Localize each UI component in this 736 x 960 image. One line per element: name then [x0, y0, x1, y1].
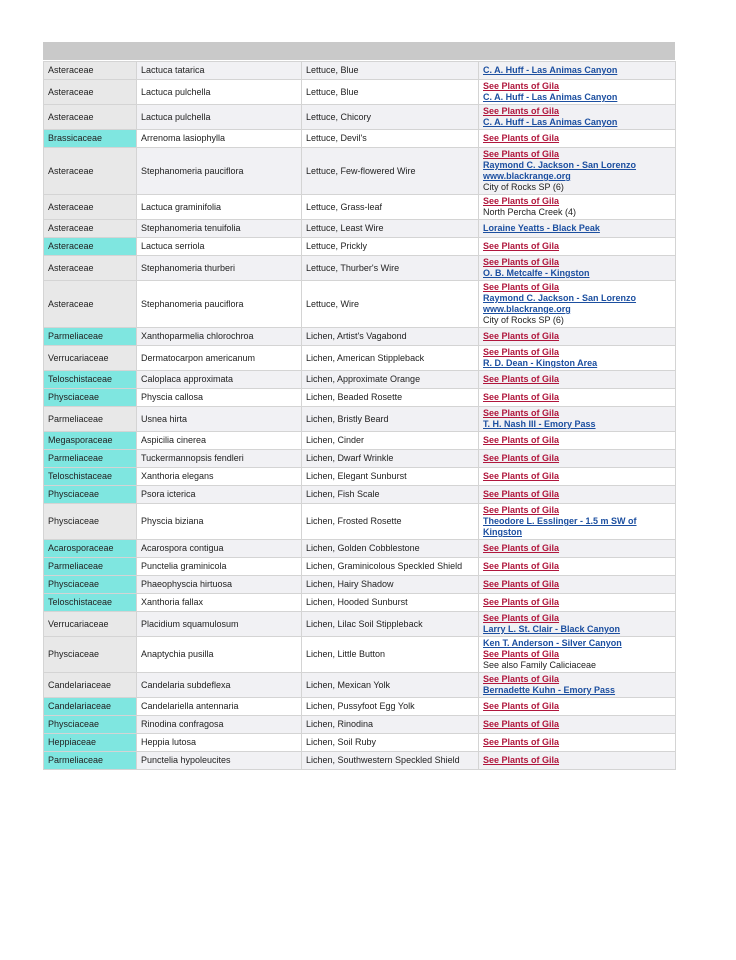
- scientific-name-cell: Acarospora contigua: [137, 540, 302, 558]
- table-row: [44, 576, 676, 594]
- source-link[interactable]: www.blackrange.org: [483, 304, 571, 314]
- table-row: [44, 62, 676, 80]
- scientific-name-cell: Anaptychia pusilla: [137, 637, 302, 673]
- scientific-name-cell: Aspicilia cinerea: [137, 432, 302, 450]
- source-link[interactable]: Bernadette Kuhn - Emory Pass: [483, 685, 616, 695]
- source-link[interactable]: C. A. Huff - Las Animas Canyon: [483, 92, 618, 102]
- scientific-name-cell: Punctelia graminicola: [137, 558, 302, 576]
- common-name-cell: Lichen, Hooded Sunburst: [302, 594, 479, 612]
- scientific-name-cell: Punctelia hypoleucites: [137, 752, 302, 770]
- scientific-name-cell: Lactuca pulchella: [137, 105, 302, 130]
- sources-cell: [479, 540, 676, 558]
- plants-of-gila-link[interactable]: See Plants of Gila: [483, 392, 560, 402]
- common-name-cell: Lichen, American Stippleback: [302, 346, 479, 371]
- scientific-name-cell: Tuckermannopsis fendleri: [137, 450, 302, 468]
- family-cell: Parmeliaceae: [44, 558, 137, 576]
- plants-of-gila-link[interactable]: See Plants of Gila: [483, 347, 560, 357]
- table-row: [44, 432, 676, 450]
- sources-cell: [479, 558, 676, 576]
- sources-cell: [479, 256, 676, 281]
- common-name-cell: Lichen, Elegant Sunburst: [302, 468, 479, 486]
- scientific-name-cell: Lactuca pulchella: [137, 80, 302, 105]
- sources-cell: [479, 195, 676, 220]
- source-link[interactable]: Larry L. St. Clair - Black Canyon: [483, 624, 621, 634]
- common-name-cell: Lichen, Little Button: [302, 637, 479, 673]
- common-name-cell: Lichen, Frosted Rosette: [302, 504, 479, 540]
- family-cell: Physciaceae: [44, 504, 137, 540]
- sources-cell: [479, 346, 676, 371]
- sources-cell: [479, 734, 676, 752]
- scientific-name-cell: Lactuca tatarica: [137, 62, 302, 80]
- scientific-name-cell: Usnea hirta: [137, 407, 302, 432]
- sources-cell: [479, 105, 676, 130]
- table-row: [44, 612, 676, 637]
- common-name-cell: Lichen, Bristly Beard: [302, 407, 479, 432]
- sources-cell: [479, 80, 676, 105]
- common-name-cell: Lichen, Hairy Shadow: [302, 576, 479, 594]
- table-row: [44, 371, 676, 389]
- plants-of-gila-link[interactable]: See Plants of Gila: [483, 701, 560, 711]
- table-row: [44, 195, 676, 220]
- scientific-name-cell: Xanthoparmelia chlorochroa: [137, 328, 302, 346]
- table-row: [44, 637, 676, 673]
- plants-of-gila-link[interactable]: See Plants of Gila: [483, 408, 560, 418]
- source-note: City of Rocks SP (6): [483, 182, 564, 192]
- family-cell: Physciaceae: [44, 716, 137, 734]
- sources-cell: [479, 389, 676, 407]
- plants-of-gila-link[interactable]: See Plants of Gila: [483, 719, 560, 729]
- table-row: [44, 486, 676, 504]
- plants-of-gila-link[interactable]: See Plants of Gila: [483, 737, 560, 747]
- table-row: [44, 281, 676, 328]
- scientific-name-cell: Dermatocarpon americanum: [137, 346, 302, 371]
- scientific-name-cell: Xanthoria elegans: [137, 468, 302, 486]
- table-row: [44, 673, 676, 698]
- sources-cell: [479, 752, 676, 770]
- family-cell: Heppiaceae: [44, 734, 137, 752]
- plants-of-gila-link[interactable]: See Plants of Gila: [483, 755, 560, 765]
- common-name-cell: Lettuce, Least Wire: [302, 220, 479, 238]
- sources-cell: [479, 62, 676, 80]
- common-name-cell: Lettuce, Blue: [302, 62, 479, 80]
- sources-cell: [479, 698, 676, 716]
- sources-cell: [479, 673, 676, 698]
- plants-of-gila-link[interactable]: See Plants of Gila: [483, 149, 560, 159]
- sources-cell: [479, 716, 676, 734]
- scientific-name-cell: Stephanomeria pauciflora: [137, 148, 302, 195]
- table-row: [44, 752, 676, 770]
- family-cell: Physciaceae: [44, 637, 137, 673]
- plants-of-gila-link[interactable]: See Plants of Gila: [483, 81, 560, 91]
- common-name-cell: Lichen, Approximate Orange: [302, 371, 479, 389]
- plants-of-gila-link[interactable]: See Plants of Gila: [483, 543, 560, 553]
- common-name-cell: Lichen, Dwarf Wrinkle: [302, 450, 479, 468]
- table-row: [44, 256, 676, 281]
- scientific-name-cell: Heppia lutosa: [137, 734, 302, 752]
- scientific-name-cell: Caloplaca approximata: [137, 371, 302, 389]
- family-cell: Asteraceae: [44, 281, 137, 328]
- family-cell: Asteraceae: [44, 238, 137, 256]
- family-cell: Asteraceae: [44, 256, 137, 281]
- table-row: [44, 450, 676, 468]
- family-cell: Brassicaceae: [44, 130, 137, 148]
- table-row: [44, 389, 676, 407]
- table-row: [44, 148, 676, 195]
- family-cell: Asteraceae: [44, 220, 137, 238]
- table-header-bar: [43, 42, 675, 60]
- common-name-cell: Lettuce, Devil's: [302, 130, 479, 148]
- plants-of-gila-link[interactable]: See Plants of Gila: [483, 257, 560, 267]
- family-cell: Verrucariaceae: [44, 346, 137, 371]
- table-row: [44, 734, 676, 752]
- scientific-name-cell: Stephanomeria pauciflora: [137, 281, 302, 328]
- family-cell: Teloschistaceae: [44, 468, 137, 486]
- source-link[interactable]: www.blackrange.org: [483, 171, 571, 181]
- plants-of-gila-link[interactable]: See Plants of Gila: [483, 505, 560, 515]
- table-row: [44, 238, 676, 256]
- family-cell: Asteraceae: [44, 195, 137, 220]
- scientific-name-cell: Physcia biziana: [137, 504, 302, 540]
- sources-cell: [479, 371, 676, 389]
- table-row: [44, 468, 676, 486]
- family-cell: Asteraceae: [44, 62, 137, 80]
- common-name-cell: Lettuce, Wire: [302, 281, 479, 328]
- plants-of-gila-link[interactable]: See Plants of Gila: [483, 649, 560, 659]
- family-cell: Asteraceae: [44, 148, 137, 195]
- common-name-cell: Lichen, Fish Scale: [302, 486, 479, 504]
- common-name-cell: Lettuce, Chicory: [302, 105, 479, 130]
- plants-of-gila-link[interactable]: See Plants of Gila: [483, 471, 560, 481]
- scientific-name-cell: Candelaria subdeflexa: [137, 673, 302, 698]
- plants-of-gila-link[interactable]: See Plants of Gila: [483, 435, 560, 445]
- species-table: [43, 61, 676, 770]
- source-link[interactable]: Theodore L. Esslinger - 1.5 m SW of Kingston: [483, 516, 637, 537]
- scientific-name-cell: Arrenoma lasiophylla: [137, 130, 302, 148]
- common-name-cell: Lichen, Artist's Vagabond: [302, 328, 479, 346]
- family-cell: Candelariaceae: [44, 673, 137, 698]
- common-name-cell: Lichen, Beaded Rosette: [302, 389, 479, 407]
- table-row: [44, 698, 676, 716]
- table-row: [44, 105, 676, 130]
- family-cell: Teloschistaceae: [44, 371, 137, 389]
- common-name-cell: Lichen, Pussyfoot Egg Yolk: [302, 698, 479, 716]
- plants-of-gila-link[interactable]: See Plants of Gila: [483, 241, 560, 251]
- scientific-name-cell: Rinodina confragosa: [137, 716, 302, 734]
- source-link[interactable]: O. B. Metcalfe - Kingston: [483, 268, 590, 278]
- sources-cell: [479, 486, 676, 504]
- sources-cell: [479, 576, 676, 594]
- source-link[interactable]: C. A. Huff - Las Animas Canyon: [483, 117, 618, 127]
- scientific-name-cell: Phaeophyscia hirtuosa: [137, 576, 302, 594]
- family-cell: Physciaceae: [44, 576, 137, 594]
- common-name-cell: Lettuce, Blue: [302, 80, 479, 105]
- family-cell: Teloschistaceae: [44, 594, 137, 612]
- scientific-name-cell: Stephanomeria tenuifolia: [137, 220, 302, 238]
- common-name-cell: Lichen, Graminicolous Speckled Shield: [302, 558, 479, 576]
- source-link[interactable]: C. A. Huff - Las Animas Canyon: [483, 65, 618, 75]
- source-note: North Percha Creek (4): [483, 207, 577, 217]
- sources-cell: [479, 407, 676, 432]
- plants-of-gila-link[interactable]: See Plants of Gila: [483, 674, 560, 684]
- common-name-cell: Lichen, Lilac Soil Stippleback: [302, 612, 479, 637]
- sources-cell: [479, 637, 676, 673]
- plants-of-gila-link[interactable]: See Plants of Gila: [483, 282, 560, 292]
- plants-of-gila-link[interactable]: See Plants of Gila: [483, 613, 560, 623]
- common-name-cell: Lichen, Mexican Yolk: [302, 673, 479, 698]
- common-name-cell: Lichen, Golden Cobblestone: [302, 540, 479, 558]
- common-name-cell: Lichen, Cinder: [302, 432, 479, 450]
- source-note: City of Rocks SP (6): [483, 315, 564, 325]
- family-cell: Verrucariaceae: [44, 612, 137, 637]
- sources-cell: [479, 281, 676, 328]
- source-link[interactable]: T. H. Nash III - Emory Pass: [483, 419, 596, 429]
- family-cell: Asteraceae: [44, 105, 137, 130]
- plants-of-gila-link[interactable]: See Plants of Gila: [483, 489, 560, 499]
- family-cell: Physciaceae: [44, 389, 137, 407]
- plants-of-gila-link[interactable]: See Plants of Gila: [483, 106, 560, 116]
- plants-of-gila-link[interactable]: See Plants of Gila: [483, 133, 560, 143]
- family-cell: Asteraceae: [44, 80, 137, 105]
- source-link[interactable]: Raymond C. Jackson - San Lorenzo: [483, 293, 637, 303]
- table-row: [44, 594, 676, 612]
- plants-of-gila-link[interactable]: See Plants of Gila: [483, 597, 560, 607]
- plants-of-gila-link[interactable]: See Plants of Gila: [483, 579, 560, 589]
- sources-cell: [479, 328, 676, 346]
- table-row: [44, 504, 676, 540]
- scientific-name-cell: Psora icterica: [137, 486, 302, 504]
- source-link[interactable]: R. D. Dean - Kingston Area: [483, 358, 598, 368]
- table-row: [44, 540, 676, 558]
- common-name-cell: Lichen, Rinodina: [302, 716, 479, 734]
- family-cell: Candelariaceae: [44, 698, 137, 716]
- table-row: [44, 80, 676, 105]
- family-cell: Parmeliaceae: [44, 450, 137, 468]
- source-link[interactable]: Loraine Yeatts - Black Peak: [483, 223, 600, 233]
- sources-cell: [479, 220, 676, 238]
- table-row: [44, 716, 676, 734]
- sources-cell: [479, 504, 676, 540]
- scientific-name-cell: Xanthoria fallax: [137, 594, 302, 612]
- common-name-cell: Lettuce, Grass-leaf: [302, 195, 479, 220]
- source-link[interactable]: Ken T. Anderson - Silver Canyon: [483, 638, 622, 648]
- scientific-name-cell: Physcia callosa: [137, 389, 302, 407]
- family-cell: Acarosporaceae: [44, 540, 137, 558]
- sources-cell: [479, 450, 676, 468]
- scientific-name-cell: Lactuca serriola: [137, 238, 302, 256]
- common-name-cell: Lettuce, Thurber's Wire: [302, 256, 479, 281]
- table-row: [44, 220, 676, 238]
- plants-of-gila-link[interactable]: See Plants of Gila: [483, 331, 560, 341]
- plants-of-gila-link[interactable]: See Plants of Gila: [483, 196, 560, 206]
- scientific-name-cell: Placidium squamulosum: [137, 612, 302, 637]
- scientific-name-cell: Candelariella antennaria: [137, 698, 302, 716]
- sources-cell: [479, 130, 676, 148]
- sources-cell: [479, 238, 676, 256]
- common-name-cell: Lettuce, Few-flowered Wire: [302, 148, 479, 195]
- table-row: [44, 346, 676, 371]
- family-cell: Parmeliaceae: [44, 328, 137, 346]
- sources-cell: [479, 594, 676, 612]
- sources-cell: [479, 468, 676, 486]
- table-row: [44, 407, 676, 432]
- table-row: [44, 558, 676, 576]
- scientific-name-cell: Lactuca graminifolia: [137, 195, 302, 220]
- sources-cell: [479, 148, 676, 195]
- plants-of-gila-link[interactable]: See Plants of Gila: [483, 561, 560, 571]
- family-cell: Physciaceae: [44, 486, 137, 504]
- family-cell: Megasporaceae: [44, 432, 137, 450]
- table-row: [44, 328, 676, 346]
- family-cell: Parmeliaceae: [44, 752, 137, 770]
- sources-cell: [479, 612, 676, 637]
- plants-of-gila-link[interactable]: See Plants of Gila: [483, 374, 560, 384]
- common-name-cell: Lichen, Southwestern Speckled Shield: [302, 752, 479, 770]
- plants-of-gila-link[interactable]: See Plants of Gila: [483, 453, 560, 463]
- sources-cell: [479, 432, 676, 450]
- common-name-cell: Lettuce, Prickly: [302, 238, 479, 256]
- source-note: See also Family Caliciaceae: [483, 660, 597, 670]
- table-row: [44, 130, 676, 148]
- common-name-cell: Lichen, Soil Ruby: [302, 734, 479, 752]
- scientific-name-cell: Stephanomeria thurberi: [137, 256, 302, 281]
- source-link[interactable]: Raymond C. Jackson - San Lorenzo: [483, 160, 637, 170]
- family-cell: Parmeliaceae: [44, 407, 137, 432]
